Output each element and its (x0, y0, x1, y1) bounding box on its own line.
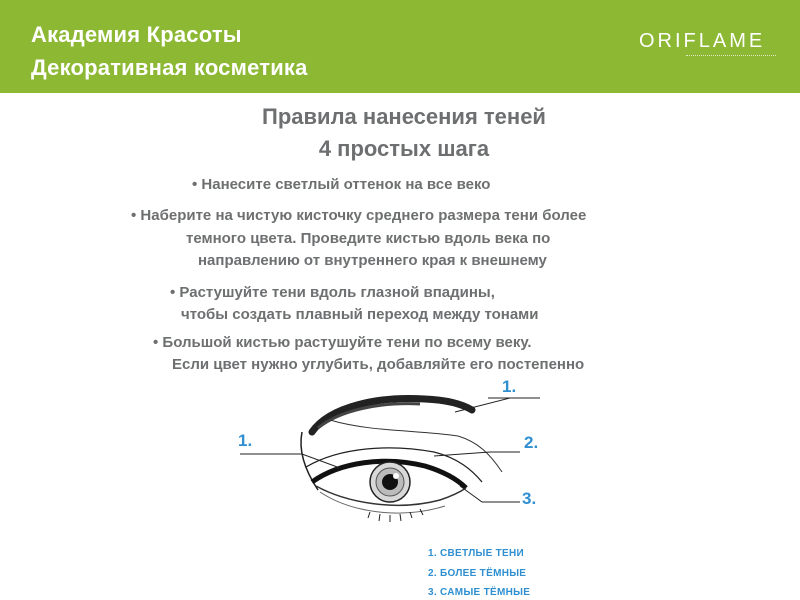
step-4-line-2: Если цвет нужно углубить, добавляйте его постепенно (172, 356, 585, 373)
step-4-line-1: • Большой кистью растушуйте тени по всему веку. (153, 334, 532, 351)
pointer-line-3 (460, 486, 520, 502)
diagram-label-1-top: 1. (502, 377, 517, 396)
step-2-line-3: направлению от внутреннего края к внешнему (198, 252, 547, 269)
page-subtitle: 4 простых шага (318, 136, 490, 161)
logo-tagline-decoration (686, 55, 776, 59)
diagram-label-3: 3. (522, 489, 537, 508)
diagram-label-2: 2. (524, 433, 539, 452)
legend-item-3: 3. САМЫЕ ТЁМНЫЕ (428, 587, 531, 598)
step-3-line-1: • Растушуйте тени вдоль глазной впадины, (170, 284, 495, 301)
step-2-line-1: • Наберите на чистую кисточку среднего размера тени более (131, 207, 587, 224)
pointer-line-1-left (240, 454, 340, 468)
legend-item-1: 1. СВЕТЛЫЕ ТЕНИ (428, 548, 525, 559)
page-title: Правила нанесения теней (262, 104, 546, 129)
header-title: Академия Красоты (31, 22, 242, 47)
oriflame-logo: ORIFLAME (639, 30, 766, 52)
step-1-line-1: • Нанесите светлый оттенок на все веко (192, 176, 491, 193)
pointer-line-2 (434, 452, 520, 456)
step-3-line-2: чтобы создать плавный переход между тонами (181, 306, 539, 323)
diagram-label-1-left: 1. (238, 431, 253, 450)
header-banner (0, 0, 800, 93)
legend-item-2: 2. БОЛЕЕ ТЁМНЫЕ (428, 568, 527, 579)
eye-diagram (220, 372, 560, 532)
header-subtitle: Декоративная косметика (31, 55, 308, 80)
step-2-line-2: темного цвета. Проведите кистью вдоль века по (186, 230, 551, 247)
